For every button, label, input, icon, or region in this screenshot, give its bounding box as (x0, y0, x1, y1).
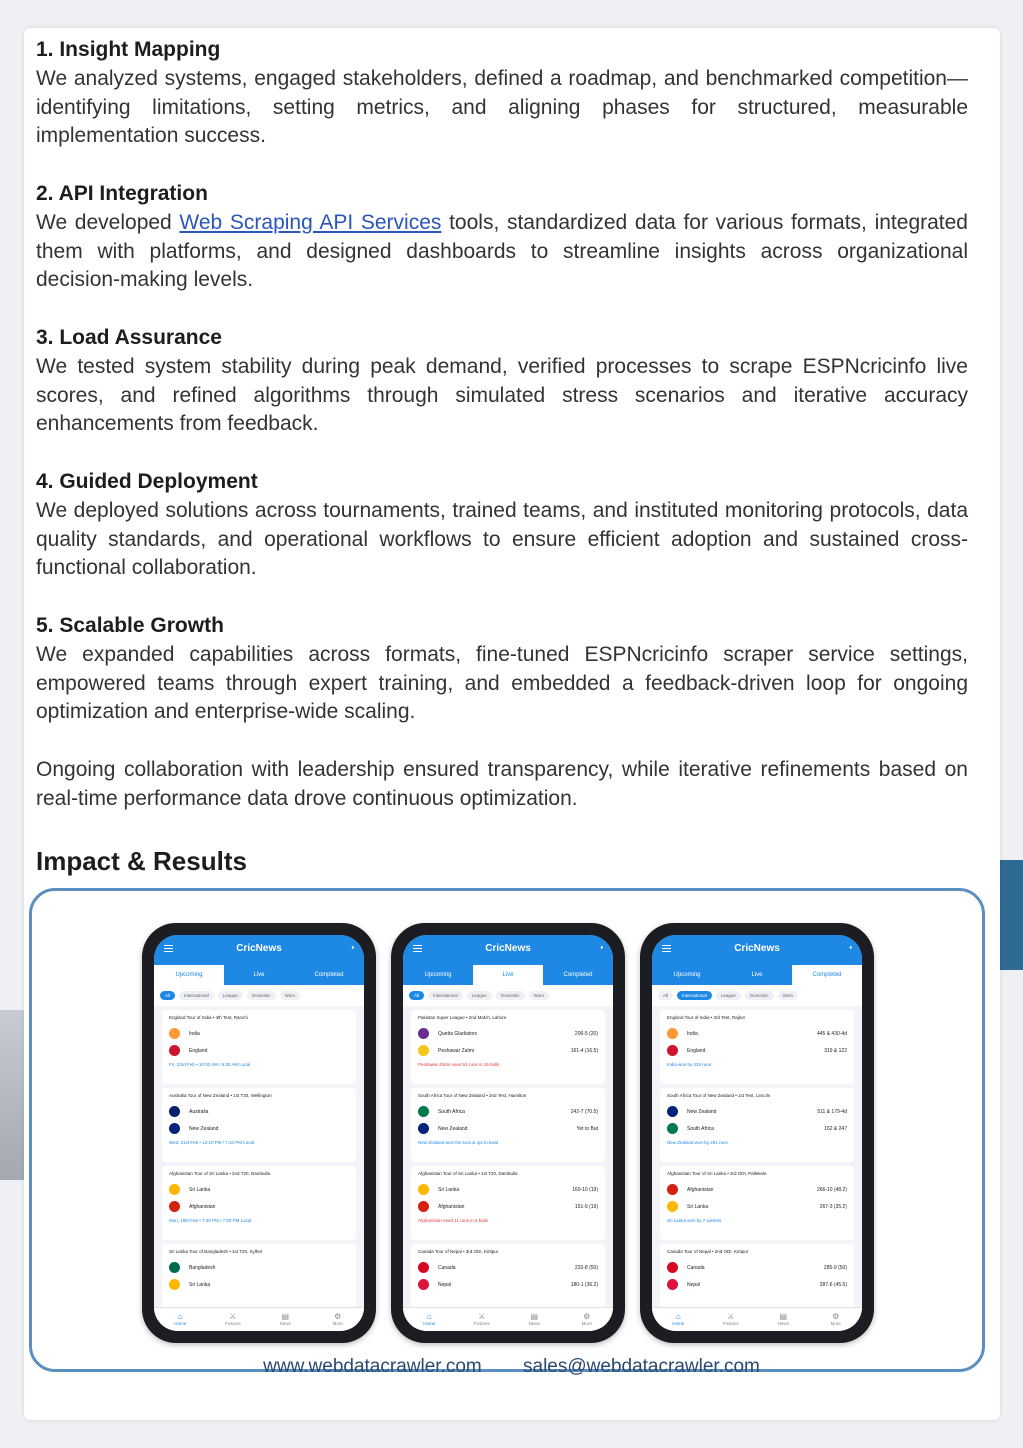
nav-fixtures[interactable] (456, 1308, 509, 1331)
section-body: We tested system stability during peak demand, verified processes to scrape ESPNcricinfo live scores, and refined algorithms through simulated stress scenarios and iterative accuracy enhancements from feedback. (36, 354, 968, 436)
match-title: Afghanistan Tour of Sri Lanka • 3rd ODI, Pallekele (667, 1171, 767, 1176)
team-row (667, 1276, 847, 1293)
team-flag-icon (667, 1201, 678, 1212)
team-row (418, 1103, 598, 1120)
nav-label: More (830, 1321, 841, 1326)
team-flag-icon (418, 1045, 429, 1056)
nav-label: Fixtures (722, 1321, 739, 1326)
nav-home[interactable] (403, 1308, 456, 1331)
team-name: Nepal (438, 1281, 452, 1288)
match-title: England Tour of India • 3rd Test, Rajkot (667, 1015, 745, 1020)
nav-news[interactable] (508, 1308, 561, 1331)
team-flag-icon (418, 1028, 429, 1039)
match-card[interactable] (660, 1010, 854, 1084)
bottom-navigation (154, 1307, 364, 1331)
team-score: 232-8 (50) (574, 1264, 598, 1271)
match-card[interactable] (660, 1088, 854, 1162)
team-name: South Africa (687, 1125, 714, 1132)
team-name: New Zealand (189, 1125, 219, 1132)
closing-paragraph-wrap (36, 756, 968, 814)
match-title: South Africa Tour of New Zealand • 2nd Test, Hamilton (418, 1093, 527, 1098)
tab-live[interactable]: Live (751, 972, 763, 978)
team-row (169, 1198, 349, 1215)
section-guided-deployment (36, 468, 968, 583)
filter-chip[interactable]: International (179, 991, 214, 1000)
team-name: India (687, 1030, 698, 1037)
tab-live[interactable]: Live (473, 965, 543, 985)
tab-upcoming[interactable]: Upcoming (424, 972, 452, 978)
nav-label: News (279, 1321, 291, 1326)
match-title: Afghanistan Tour of Sri Lanka • 2nd T20, Dambulla (169, 1171, 270, 1176)
nav-more[interactable] (312, 1308, 365, 1331)
match-title: Canada Tour of Nepal • 3rd ODI, Kirtipur (418, 1249, 499, 1254)
nav-label: Home (672, 1321, 685, 1326)
nav-news[interactable] (259, 1308, 312, 1331)
tab-completed[interactable]: Completed (563, 972, 593, 978)
team-row (667, 1181, 847, 1198)
nav-label: Fixtures (224, 1321, 241, 1326)
team-name: Sri Lanka (438, 1186, 460, 1193)
filter-chips (403, 985, 613, 1006)
team-score: 162 & 247 (824, 1125, 847, 1132)
content-body (36, 36, 968, 842)
nav-home[interactable] (154, 1308, 207, 1331)
web-scraping-api-link[interactable]: Web Scraping API Services (179, 210, 442, 234)
team-name: Quetta Gladiators (438, 1030, 478, 1037)
team-name: Canada (687, 1264, 705, 1271)
team-row (169, 1259, 349, 1276)
match-status: New Zealand won the toss & opt to bowl (418, 1140, 499, 1145)
team-row (418, 1276, 598, 1293)
team-score: 206-5 (20) (574, 1030, 598, 1037)
match-title: Pakistan Super League • 2nd Match, Lahore (418, 1015, 507, 1020)
impact-heading: Impact & Results (36, 846, 247, 876)
team-row (169, 1042, 349, 1059)
nav-label: News (528, 1321, 540, 1326)
decorative-stripe-left (0, 1010, 24, 1180)
more-icon: ⚙ (583, 1312, 591, 1321)
match-card[interactable] (162, 1010, 356, 1084)
filter-chip[interactable]: League (467, 991, 492, 1000)
nav-label: More (332, 1321, 343, 1326)
team-score: 267-3 (35.2) (819, 1203, 847, 1210)
team-flag-icon (169, 1123, 180, 1134)
section-title: 3. Load Assurance (36, 325, 222, 349)
section-body: We deployed solutions across tournaments, trained teams, and instituted monitoring protocols, data quality standards, and operational workflows to ensure efficient adoption and sustained cross-functional collaboration. (36, 498, 968, 580)
filter-chips (652, 985, 862, 1006)
team-score: 151-9 (19) (574, 1203, 598, 1210)
team-flag-icon (667, 1184, 678, 1195)
team-score: 242-7 (70.5) (570, 1108, 598, 1115)
section-title: 1. Insight Mapping (36, 38, 221, 61)
nav-home[interactable] (652, 1308, 705, 1331)
team-row (667, 1042, 847, 1059)
match-tabs (154, 965, 364, 985)
more-icon: ⚙ (334, 1312, 342, 1321)
team-name: Peshawar Zalmi (438, 1047, 474, 1054)
team-name: Afghanistan (687, 1186, 714, 1193)
team-flag-icon (418, 1123, 429, 1134)
team-row (169, 1103, 349, 1120)
section-insight-mapping (36, 36, 968, 151)
team-row (169, 1181, 349, 1198)
match-status: Wed, 21st Feb • 12:10 PM / 7:10 PM Local (169, 1140, 255, 1145)
app-screen (403, 935, 613, 1331)
home-icon: ⌂ (675, 1312, 681, 1321)
more-icon: ⚙ (832, 1312, 840, 1321)
team-row (418, 1181, 598, 1198)
match-card[interactable] (411, 1010, 605, 1084)
app-screen (652, 935, 862, 1331)
phone-mockup (142, 923, 376, 1343)
app-screen (154, 935, 364, 1331)
team-row (169, 1025, 349, 1042)
fixtures-icon: ⚔ (478, 1312, 486, 1321)
match-card[interactable] (162, 1166, 356, 1240)
filter-chip[interactable]: Domestic (745, 991, 774, 1000)
team-flag-icon (667, 1106, 678, 1117)
match-title: South Africa Tour of New Zealand • 1st Test, Lincoln (667, 1093, 771, 1098)
team-score: 160-10 (19) (572, 1186, 598, 1193)
team-name: Canada (438, 1264, 456, 1271)
website-link[interactable]: www.webdatacrawler.com (263, 1356, 482, 1377)
nav-label: Fixtures (473, 1321, 490, 1326)
team-flag-icon (169, 1184, 180, 1195)
app-title: CricNews (734, 943, 780, 954)
share-icon[interactable]: ⬪ (849, 942, 852, 952)
match-card[interactable] (660, 1166, 854, 1240)
section-body: We expanded capabilities across formats, fine-tuned ESPNcricinfo scraper service settings, empowered teams through expert training, and embedded a feedback-driven loop for ongoing optimization and enterprise-wide scaling. (36, 642, 968, 724)
match-title: Australia Tour of New Zealand • 1st T20, Wellington (169, 1093, 272, 1098)
match-card[interactable] (162, 1088, 356, 1162)
match-status: Afghanistan need 11 runs in 6 balls (418, 1218, 488, 1223)
nav-label: More (581, 1321, 592, 1326)
fixtures-icon: ⚔ (727, 1312, 735, 1321)
team-name: New Zealand (438, 1125, 468, 1132)
nav-news[interactable] (757, 1308, 810, 1331)
app-title: CricNews (236, 943, 282, 954)
team-flag-icon (169, 1262, 180, 1273)
team-name: Bangladesh (189, 1264, 216, 1271)
team-row (418, 1025, 598, 1042)
match-status: Sri Lanka won by 7 wickets (667, 1218, 722, 1223)
team-name: Sri Lanka (189, 1281, 211, 1288)
team-flag-icon (169, 1028, 180, 1039)
team-row (418, 1120, 598, 1137)
match-title: Canada Tour of Nepal • 2nd ODI, Kirtipur (667, 1249, 749, 1254)
section-load-assurance (36, 324, 968, 439)
match-status: India won by 434 runs (667, 1062, 712, 1067)
team-flag-icon (418, 1262, 429, 1273)
team-score: 287-6 (45.5) (819, 1281, 847, 1288)
section-api-integration (36, 180, 968, 295)
section-title: 2. API Integration (36, 181, 208, 205)
filter-chip[interactable]: Wom (529, 991, 549, 1000)
tab-completed[interactable]: Completed (314, 972, 344, 978)
match-status: Peshawar Zalmi need 51 runs in 19 balls (418, 1062, 500, 1067)
team-name: Sri Lanka (189, 1186, 211, 1193)
section-title: 5. Scalable Growth (36, 613, 224, 637)
filter-chip[interactable]: Domestic (496, 991, 525, 1000)
match-title: Afghanistan Tour of Sri Lanka • 1st T20, Dambulla (418, 1171, 518, 1176)
news-icon: ▤ (779, 1312, 788, 1321)
tab-completed[interactable]: Completed (792, 965, 862, 985)
tab-upcoming[interactable]: Upcoming (154, 965, 224, 985)
match-card[interactable] (411, 1166, 605, 1240)
body-prefix: We developed (36, 210, 180, 234)
team-flag-icon (418, 1279, 429, 1290)
document-page (24, 28, 1000, 1420)
team-score: Yet to Bat (576, 1125, 598, 1132)
phone-mockup (640, 923, 874, 1343)
team-flag-icon (667, 1045, 678, 1056)
news-icon: ▤ (281, 1312, 290, 1321)
body-suffix: tools, standardized data for various formats, integrated them with platforms, and designed dashboards to streamline insights across organizational decision-making levels. (36, 210, 968, 292)
team-row (667, 1025, 847, 1042)
app-header (403, 935, 613, 965)
share-icon[interactable]: ⬪ (600, 942, 603, 952)
match-title: Sri Lanka Tour of Bangladesh • 1st T20, Sylhet (169, 1249, 262, 1254)
match-status: Mon, 19th Feb • 7:30 PM / 7:00 PM Local (169, 1218, 252, 1223)
team-flag-icon (667, 1279, 678, 1290)
home-icon: ⌂ (177, 1312, 183, 1321)
match-tabs (652, 965, 862, 985)
team-name: Sri Lanka (687, 1203, 709, 1210)
filter-chip[interactable]: All (658, 991, 673, 1000)
team-flag-icon (667, 1262, 678, 1273)
filter-chip[interactable]: League (218, 991, 243, 1000)
team-flag-icon (418, 1201, 429, 1212)
match-status: New Zealand won by 281 runs (667, 1140, 728, 1145)
filter-chips (154, 985, 364, 1006)
tab-upcoming[interactable]: Upcoming (673, 972, 701, 978)
team-score: 161-4 (16.5) (570, 1047, 598, 1054)
team-score: 285-9 (50) (823, 1264, 847, 1271)
team-name: South Africa (438, 1108, 465, 1115)
team-flag-icon (667, 1028, 678, 1039)
match-title: England Tour of India • 4th Test, Ranchi (169, 1015, 248, 1020)
match-card[interactable] (411, 1088, 605, 1162)
bottom-navigation (403, 1307, 613, 1331)
team-flag-icon (169, 1045, 180, 1056)
team-row (418, 1198, 598, 1215)
email-link[interactable]: sales@webdatacrawler.com (523, 1356, 760, 1377)
closing-paragraph: Ongoing collaboration with leadership ensured transparency, while iterative refinements based on real-time performance data drove continuous optimization. (36, 757, 968, 810)
team-flag-icon (667, 1123, 678, 1134)
fixtures-icon: ⚔ (229, 1312, 237, 1321)
match-tabs (403, 965, 613, 985)
team-score: 319 & 122 (824, 1047, 847, 1054)
nav-more[interactable] (561, 1308, 614, 1331)
home-icon: ⌂ (426, 1312, 432, 1321)
team-row (667, 1103, 847, 1120)
team-name: Australia (189, 1108, 209, 1115)
team-name: India (189, 1030, 200, 1037)
team-name: England (189, 1047, 208, 1054)
filter-chip[interactable]: League (716, 991, 741, 1000)
team-score: 180-1 (36.2) (570, 1281, 598, 1288)
match-status: Fri, 23rd Feb • 10:00 AM / 9:30 AM Local (169, 1062, 251, 1067)
bottom-navigation (652, 1307, 862, 1331)
filter-chip[interactable]: All (409, 991, 424, 1000)
team-name: Afghanistan (189, 1203, 216, 1210)
nav-fixtures[interactable] (207, 1308, 260, 1331)
filter-chip[interactable]: International (428, 991, 463, 1000)
app-title: CricNews (485, 943, 531, 954)
team-name: Nepal (687, 1281, 701, 1288)
team-score: 511 & 179-4d (817, 1108, 847, 1115)
app-header (154, 935, 364, 965)
team-score: 266-10 (48.2) (816, 1186, 847, 1193)
team-flag-icon (169, 1201, 180, 1212)
team-flag-icon (169, 1106, 180, 1117)
section-scalable-growth (36, 612, 968, 727)
filter-chip[interactable]: All (160, 991, 175, 1000)
team-flag-icon (418, 1184, 429, 1195)
team-row (418, 1259, 598, 1276)
team-name: Afghanistan (438, 1203, 465, 1210)
phone-mockup (391, 923, 625, 1343)
section-body: We analyzed systems, engaged stakeholders, defined a roadmap, and benchmarked competition—identifying limitations, setting metrics, and aligning phases for structured, measurable implementation success. (36, 66, 968, 148)
team-row (667, 1120, 847, 1137)
filter-chip[interactable]: Domestic (247, 991, 276, 1000)
share-icon[interactable]: ⬪ (351, 942, 354, 952)
team-row (418, 1042, 598, 1059)
footer (0, 1356, 1023, 1378)
section-title: 4. Guided Deployment (36, 469, 258, 493)
team-flag-icon (169, 1279, 180, 1290)
team-row (169, 1120, 349, 1137)
news-icon: ▤ (530, 1312, 539, 1321)
team-name: New Zealand (687, 1108, 717, 1115)
filter-chip[interactable]: International (677, 991, 712, 1000)
team-row (667, 1259, 847, 1276)
team-flag-icon (418, 1106, 429, 1117)
team-name: England (687, 1047, 706, 1054)
team-row (169, 1276, 349, 1293)
nav-label: Home (174, 1321, 187, 1326)
nav-more[interactable] (810, 1308, 863, 1331)
app-header (652, 935, 862, 965)
section-body (36, 209, 968, 295)
tab-live[interactable]: Live (253, 972, 265, 978)
nav-label: News (777, 1321, 789, 1326)
nav-fixtures[interactable] (705, 1308, 758, 1331)
results-screenshot-frame (29, 888, 985, 1372)
filter-chip[interactable]: Wom (778, 991, 798, 1000)
team-score: 445 & 430-4d (816, 1030, 847, 1037)
nav-label: Home (423, 1321, 436, 1326)
team-row (667, 1198, 847, 1215)
filter-chip[interactable]: Wom (280, 991, 300, 1000)
